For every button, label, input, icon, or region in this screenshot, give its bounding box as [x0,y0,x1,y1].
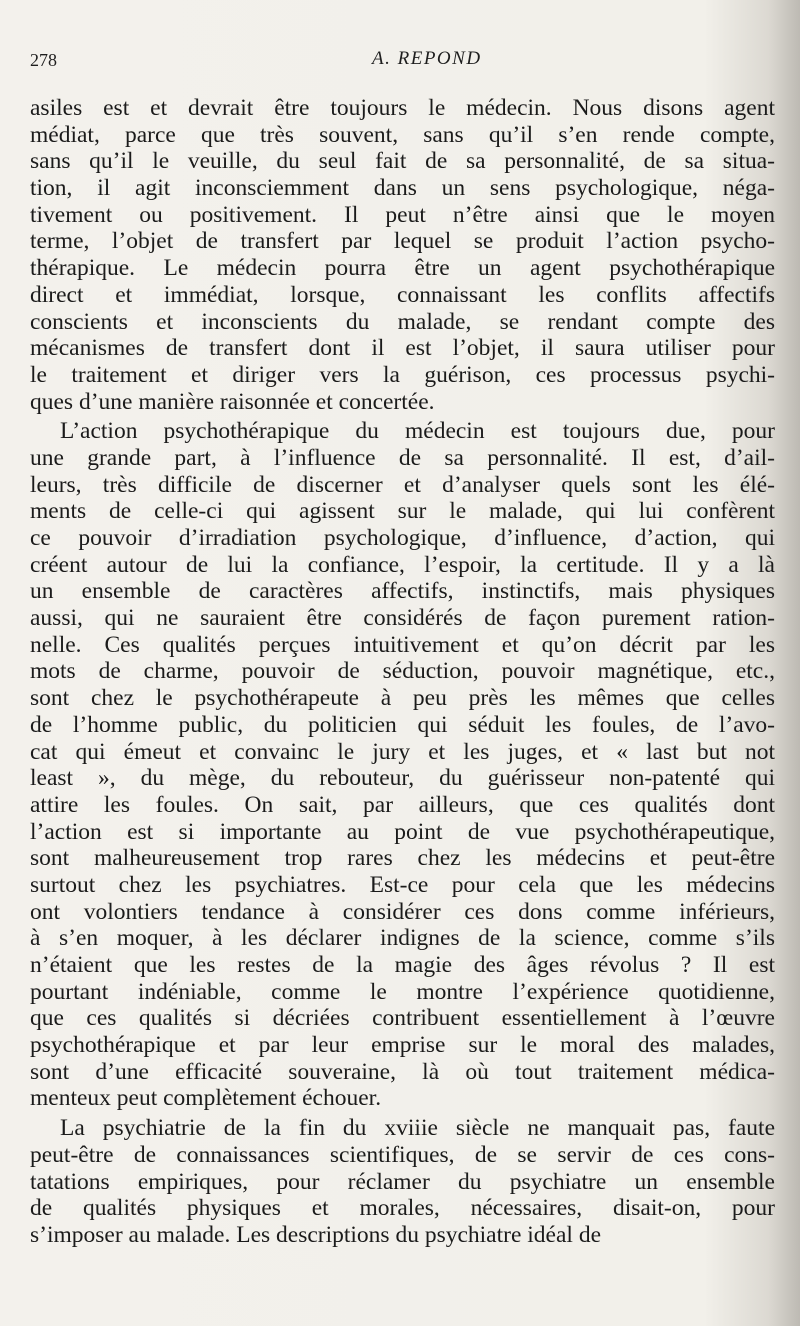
text-line: aussi, qui ne sauraient être considérés de façon purement ration- [30,605,775,632]
text-line: pourtant indéniable, comme le montre l’expérience quotidienne, [30,978,775,1005]
text-line: psychothérapique et par leur emprise sur le moral des malades, [30,1032,775,1059]
text-line: sont d’une efficacité souveraine, là où tout traitement médica- [30,1058,775,1085]
running-head: A. REPOND [372,48,482,69]
text-line: un ensemble de caractères affectifs, instinctifs, mais physiques [30,578,775,605]
text-line: créent autour de lui la confiance, l’espoir, la certitude. Il y a là [30,551,775,578]
text-line: ments de celle-ci qui agissent sur le malade, qui lui confèrent [30,498,775,525]
text-line: à s’en moquer, à les déclarer indignes de la science, comme s’ils [30,925,775,952]
text-line: une grande part, à l’influence de sa personnalité. Il est, d’ail- [30,444,775,471]
text-line: n’étaient que les restes de la magie des âges révolus ? Il est [30,952,775,978]
text-line: attire les foules. On sait, par ailleurs, que ces qualités dont [30,791,775,818]
text-line: tatations empiriques, pour réclamer du psychiatre un ensemble [30,1168,775,1195]
text-line: least », du mège, du rebouteur, du guérisseur non-patenté qui [30,765,775,792]
text-line: mots de charme, pouvoir de séduction, pouvoir magnétique, etc., [30,658,775,685]
text-line: terme, l’objet de transfert par lequel se produit l’action psycho- [30,228,775,255]
text-line: ce pouvoir d’irradiation psychologique, d’influence, d’action, qui [30,525,775,551]
text-line: tivement ou positivement. Il peut n’être ainsi que le moyen [30,201,775,228]
paragraph [30,418,775,1112]
body-text [30,95,775,1249]
text-line: s’imposer au malade. Les descriptions du psychiatre idéal de [30,1221,601,1248]
text-line: de qualités physiques et morales, nécessaires, disait-on, pour [30,1195,775,1222]
paragraph [30,1115,775,1248]
text-line: de l’homme public, du politicien qui séduit les foules, de l’avo- [30,711,775,738]
text-line: peut-être de connaissances scientifiques, de se servir de ces cons- [30,1141,775,1168]
text-line: La psychiatrie de la fin du xviiie siècle ne manquait pas, faute [60,1115,775,1142]
text-line: ont volontiers tendance à considérer ces dons comme inférieurs, [30,898,775,925]
text-line: médiat, parce que très souvent, sans qu’il s’en rende compte, [30,121,775,148]
text-line: sans qu’il le veuille, du seul fait de sa personnalité, de sa situa- [30,148,775,175]
text-line: L’action psychothérapique du médecin est toujours due, pour [60,418,775,445]
text-line: le traitement et diriger vers la guérison, ces processus psychi- [30,361,775,388]
text-line: ques d’une manière raisonnée et concertée. [30,388,435,415]
text-line: thérapique. Le médecin pourra être un agent psychothérapique [30,255,775,282]
page-number: 278 [30,50,57,70]
text-line: conscients et inconscients du malade, se rendant compte des [30,308,775,335]
text-line: que ces qualités si décriées contribuent essentiellement à l’œuvre [30,1005,775,1032]
text-line: surtout chez les psychiatres. Est-ce pour cela que les médecins [30,871,775,898]
text-line: sont chez le psychothérapeute à peu près les mêmes que celles [30,685,775,712]
text-line: cat qui émeut et convainc le jury et les juges, et « last but not [30,738,775,765]
text-line: menteux peut complètement échouer. [30,1085,382,1112]
text-line: nelle. Ces qualités perçues intuitivement et qu’on décrit par les [30,631,775,658]
page-header [30,50,775,80]
text-line: leurs, très difficile de discerner et d’analyser quels sont les élé- [30,471,775,498]
text-line: direct et immédiat, lorsque, connaissant les conflits affectifs [30,281,775,308]
text-line: mécanismes de transfert dont il est l’objet, il saura utiliser pour [30,335,775,362]
text-line: sont malheureusement trop rares chez les médecins et peut-être [30,845,775,872]
text-line: tion, il agit inconsciemment dans un sens psychologique, néga- [30,175,775,202]
text-line: asiles est et devrait être toujours le médecin. Nous disons agent [30,95,775,121]
paragraph [30,95,775,415]
text-line: l’action est si importante au point de vue psychothérapeutique, [30,818,775,845]
